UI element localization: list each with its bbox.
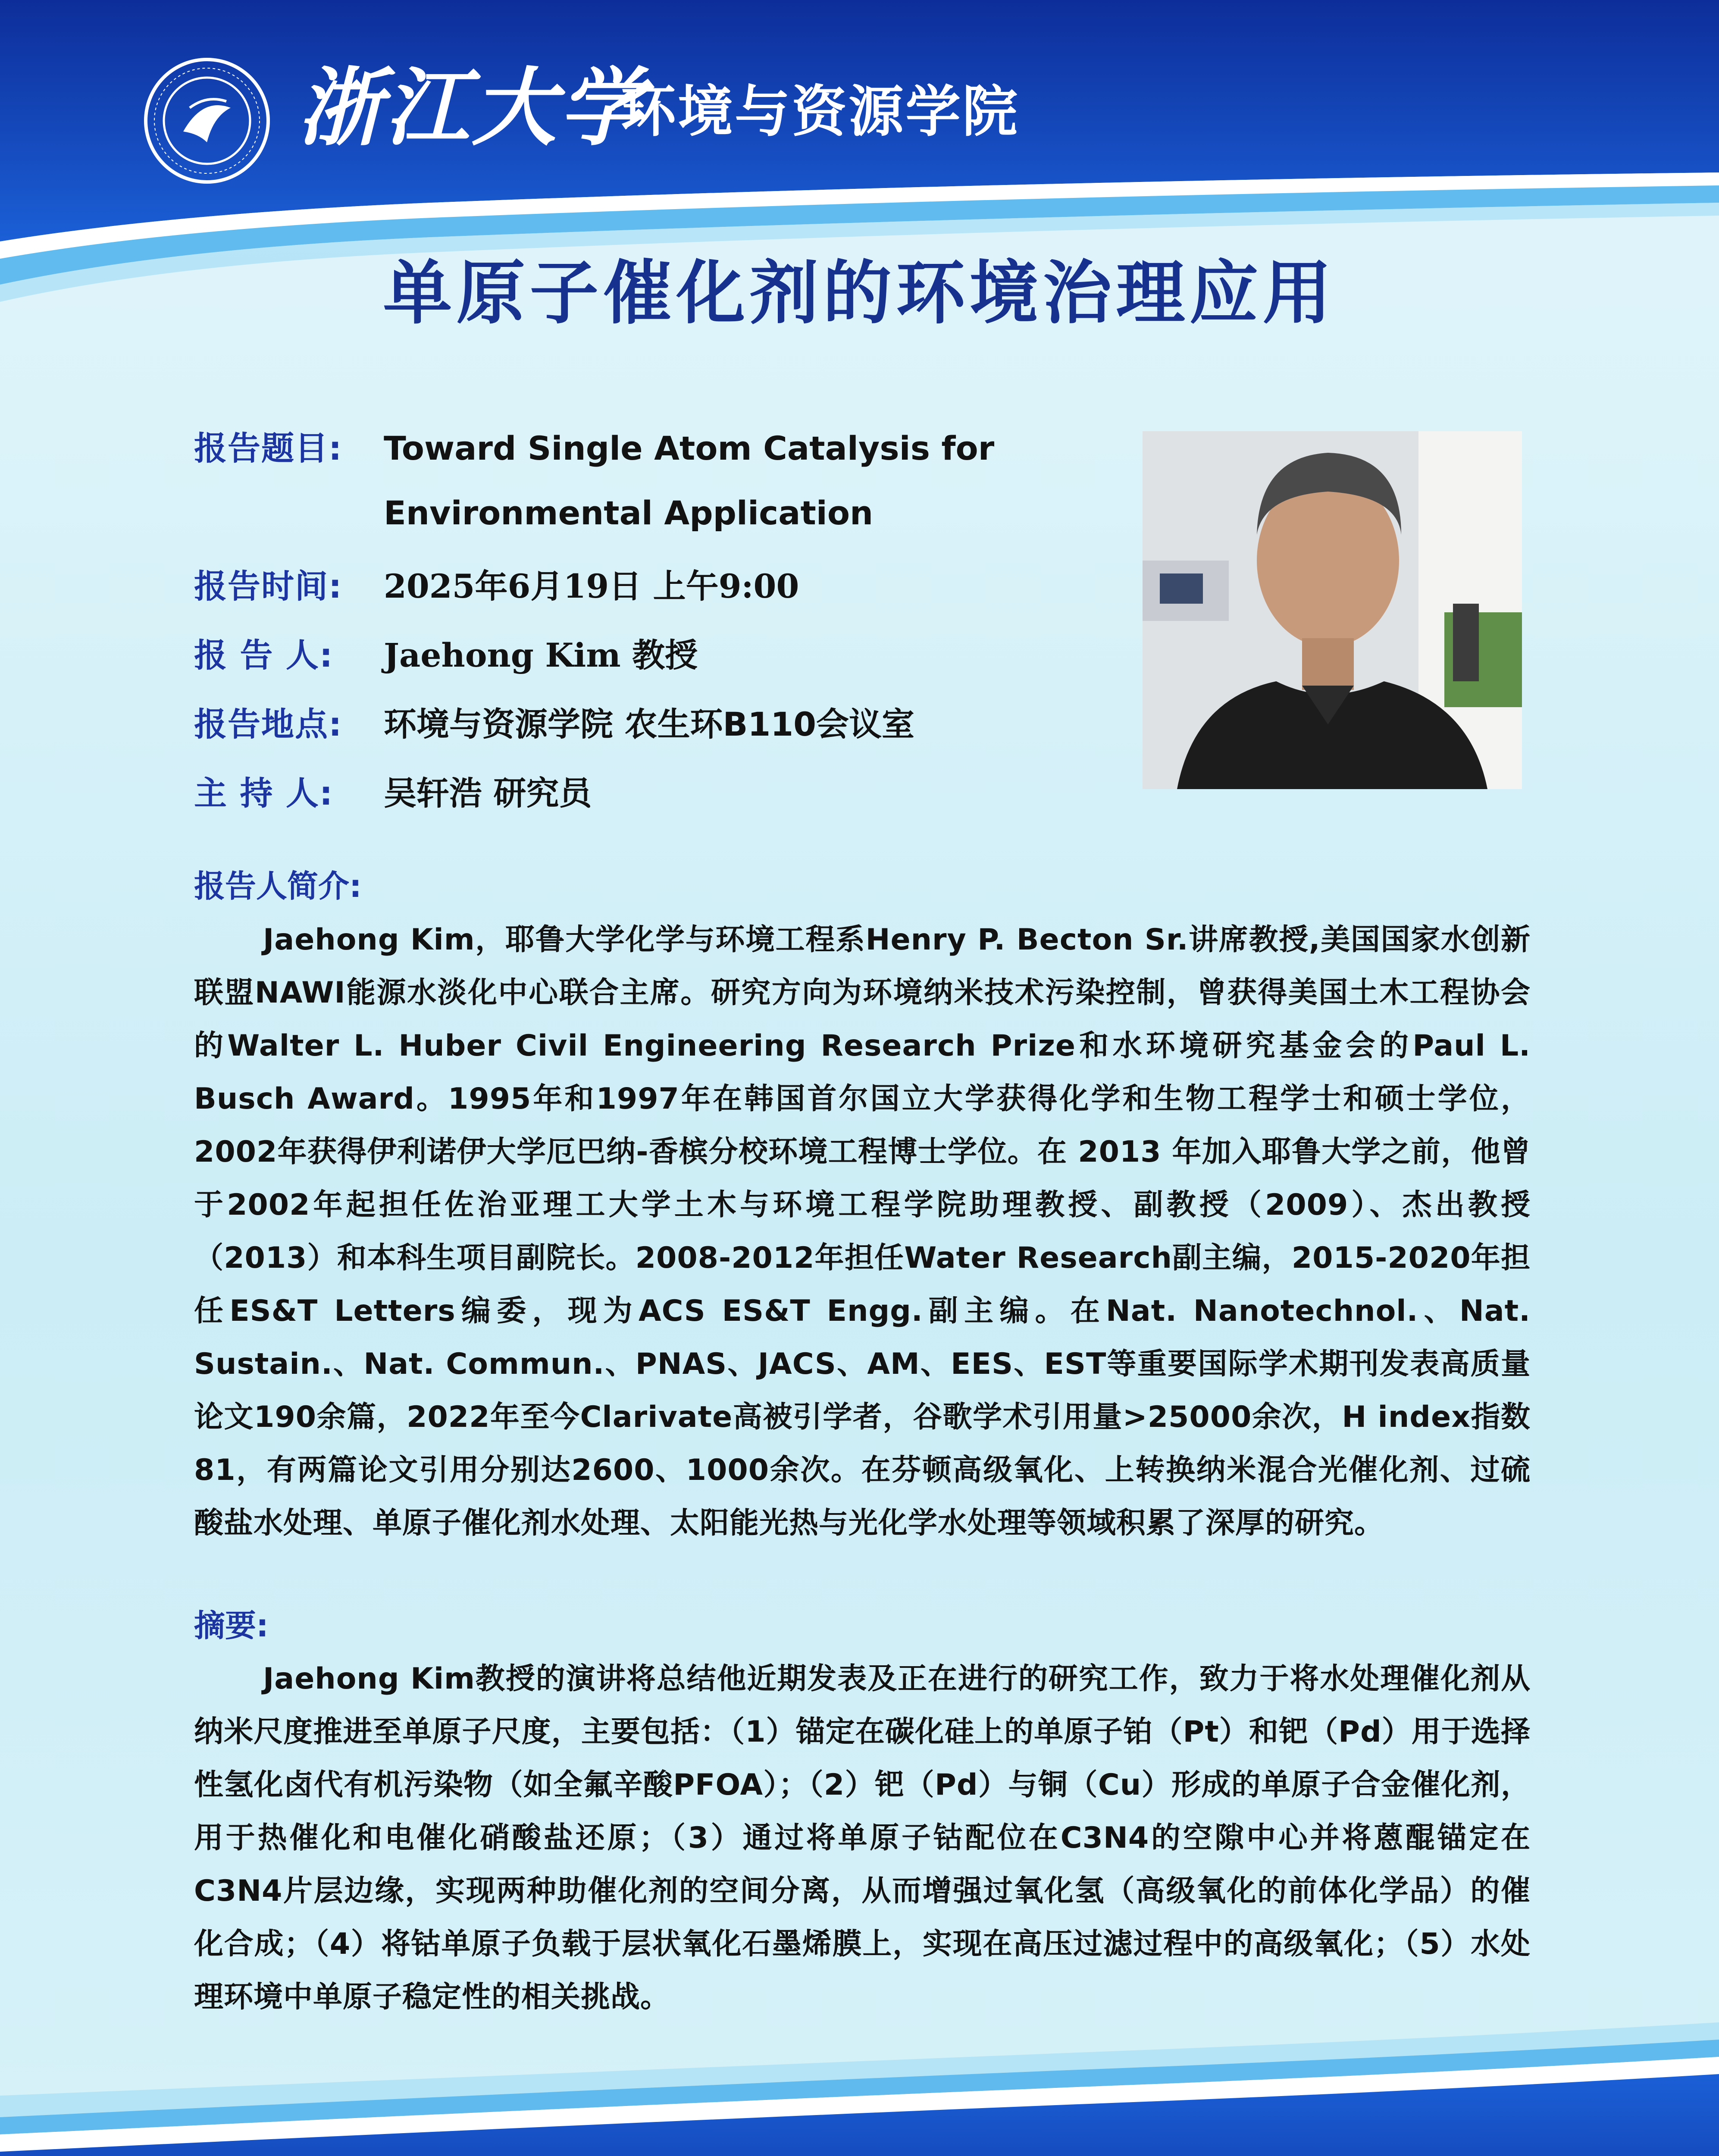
host-value: 吴轩浩 研究员 [384,774,592,812]
speaker-value: Jaehong Kim 教授 [384,636,698,674]
venue-value: 环境与资源学院 农生环B110会议室 [384,705,915,743]
time-label: 报告时间: [194,567,343,605]
speaker-label: 报 告 人: [194,636,334,674]
university-logo [142,56,272,185]
abstract-text: Jaehong Kim教授的演讲将总结他近期发表及正在进行的研究工作，致力于将水处理催化剂从纳米尺度推进至单原子尺度，主要包括：（1）锚定在碳化硅上的单原子铂（Pt）和钯（Pd）用于选择性氢化卤代有机污染物（如全氟辛酸PFOA）；（2）钯（Pd）与铜（Cu）形成的单原子合金催化剂，用于热催化和电催化硝酸盐还原；（3）通过将单原子钴配位在C3N4的空隙中心并将蒽醌锚定在C3N4片层边缘，实现两种助催化剂的空间分离，从而增强过氧化氢（高级氧化的前体化学品）的催化合成；（4）将钴单原子负载于层状氧化石墨烯膜上，实现在高压过滤过程中的高级氧化；（5）水处理环境中单原子稳定性的相关挑战。 [194,1662,1531,2014]
university-name: 浙江大学 [297,58,646,157]
topic-value-line2: Environmental Application [384,494,874,532]
poster-title: 单原子催化剂的环境治理应用 [383,253,1336,333]
abstract-heading: 摘要: [194,1608,269,1644]
host-label: 主 持 人: [194,774,334,812]
time-value: 2025年6月19日 上午9:00 [384,567,799,605]
speaker-photo [1143,431,1522,789]
bio-text: Jaehong Kim，耶鲁大学化学与环境工程系Henry P. Becton Sr.讲席教授,美国国家水创新联盟NAWI能源水淡化中心联合主席。研究方向为环境纳米技术污染控制，曾获得美国土木工程协会的Walter L. Huber Civil Engineering Research Prize和水环境研究基金会的Paul L. Busch Award。1995年和1997年在韩国首尔国立大学获得化学和生物工程学士和硕士学位，2002年获得伊利诺伊大学厄巴纳-香槟分校环境工程博士学位。在 2013 年加入耶鲁大学之前，他曾于2002年起担任佐治亚理工大学土木与环境工程学院助理教授、副教授（2009）、杰出教授（2013）和本科生项目副院长。2008-2012年担任Water Research副主编，2015-2020年担任ES&T Letters编委，现为ACS ES&T Engg.副主编。在Nat. Nanotechnol.、Nat. Sustain.、Nat. Commun.、PNAS、JACS、AM、EES、EST等重要国际学术期刊发表高质量论文190余篇，2022年至今Clarivate高被引学者，谷歌学术引用量>25000余次，H index指数81，有两篇论文引用分别达2600、1000余次。在芬顿高级氧化、上转换纳米混合光催化剂、过硫酸盐水处理、单原子催化剂水处理、太阳能光热与光化学水处理等领域积累了深厚的研究。 [194,923,1531,1540]
topic-label: 报告题目: [194,429,343,467]
college-name: 环境与资源学院 [621,80,1020,144]
bio-heading: 报告人简介: [194,868,362,904]
footer-banner [0,2022,1719,2156]
topic-value-line1: Toward Single Atom Catalysis for [384,429,995,467]
venue-label: 报告地点: [194,705,343,743]
